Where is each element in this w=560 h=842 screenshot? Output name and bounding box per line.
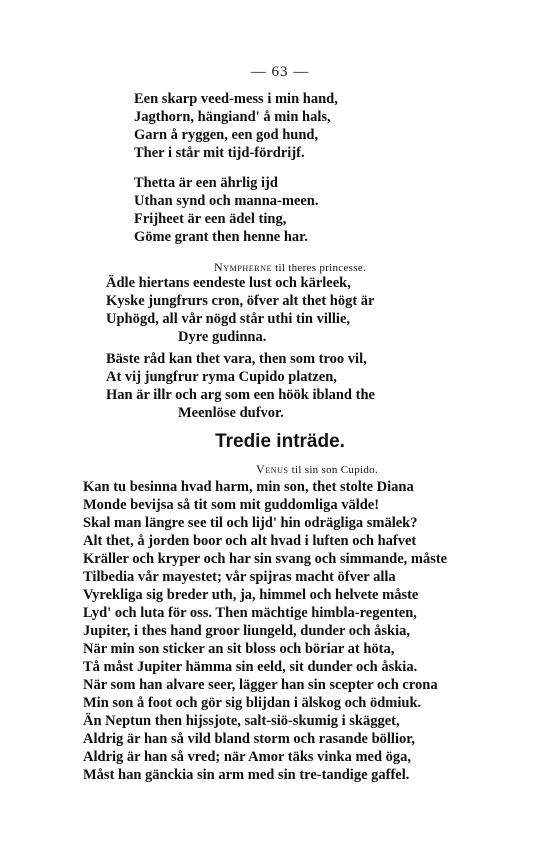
verse-line: Jupiter, i thes hand groor liungeld, dunder och åskia, [83, 623, 411, 639]
verse-line: Han är illr och arg som een höök ibland the [106, 387, 375, 403]
verse-line: Kyske jungfrurs cron, öfver alt thet högt är [106, 293, 375, 309]
verse-line: När som han alvare seer, lägger han sin scepter och crona [83, 677, 438, 693]
verse-line: Vyrekliga sig breder uth, ja, himmel och helvete måste [83, 587, 419, 603]
verse-line: Meenlöse dufvor. [178, 405, 284, 421]
verse-line: Monde bevijsa så tit som mit guddomliga välde! [83, 497, 380, 513]
stanza-1 [134, 90, 338, 162]
verse-line: När min son sticker an sit bloss och böriar at höta, [83, 641, 395, 657]
verse-line: Skal man längre see til och lijd' hin odrägliga smälek? [83, 515, 418, 531]
verse-line: Än Neptun then hijssjote, salt-siö-skumig i skägget, [83, 713, 400, 729]
verse-line: Ädle hiertans eendeste lust och kärleek, [106, 275, 351, 291]
speaker-name: Venus [256, 462, 289, 476]
speaker-name: Nympherne [214, 260, 273, 274]
verse-line: Uthan synd och manna-meen. [134, 193, 319, 209]
verse-line: Uphögd, all vår nögd står uthi tin villie, [106, 311, 351, 327]
speaker-heading [214, 260, 366, 275]
verse-line: Tå måst Jupiter hämma sin eeld, sit dunder och åskia. [83, 659, 418, 675]
section-title: Tredie inträde. [215, 431, 345, 452]
verse-line: Garn å ryggen, een god hund, [134, 127, 319, 143]
page-number: — 63 — [250, 64, 310, 80]
stanza-5 [83, 478, 447, 712]
stanza-4 [106, 350, 375, 422]
verse-line: Måst han gänckia sin arm med sin tre-tandige gaffel. [83, 767, 410, 783]
stanza-2 [134, 174, 319, 246]
speaker-heading [256, 462, 378, 477]
verse-line: Kräller och kryper och har sin svang och simmande, måste [83, 551, 448, 567]
verse-line: Kan tu besinna hvad harm, min son, thet stolte Diana [83, 479, 414, 495]
stanza-6 [83, 712, 415, 784]
verse-line: Lyd' och luta för oss. Then mächtige himbla-regenten, [83, 605, 417, 621]
verse-line: Jagthorn, hängiand' å min hals, [134, 109, 331, 125]
verse-line: Göme grant then henne har. [134, 229, 308, 245]
verse-line: Aldrig är han så vred; när Amor täks vinka med öga, [83, 749, 412, 765]
speaker-direction: til sin son Cupido. [291, 464, 379, 476]
verse-line: Aldrig är han så vild bland storm och rasande böllior, [83, 731, 415, 747]
verse-line: Tilbedia vår mayestet; vår spijras macht öfver alla [83, 569, 396, 585]
verse-line: Bäste råd kan thet vara, then som troo vil, [106, 351, 367, 367]
verse-line: Ther i står mit tijd-fördrijf. [134, 145, 305, 161]
verse-line: Thetta är een ährlig ijd [134, 175, 278, 191]
verse-line: Frijheet är een ädel ting, [134, 211, 287, 227]
speaker-direction: til theres princesse. [275, 262, 367, 274]
verse-line: Een skarp veed-mess i min hand, [134, 91, 338, 107]
verse-line: Alt thet, å jorden boor och alt hvad i luften och hafvet [83, 533, 417, 549]
verse-line: Min son å foot och gör sig blijdan i älskog och ödmiuk. [83, 695, 422, 711]
stanza-3 [106, 274, 375, 346]
verse-line: At vij jungfrur ryma Cupido platzen, [106, 369, 337, 385]
verse-line: Dyre gudinna. [178, 329, 267, 345]
